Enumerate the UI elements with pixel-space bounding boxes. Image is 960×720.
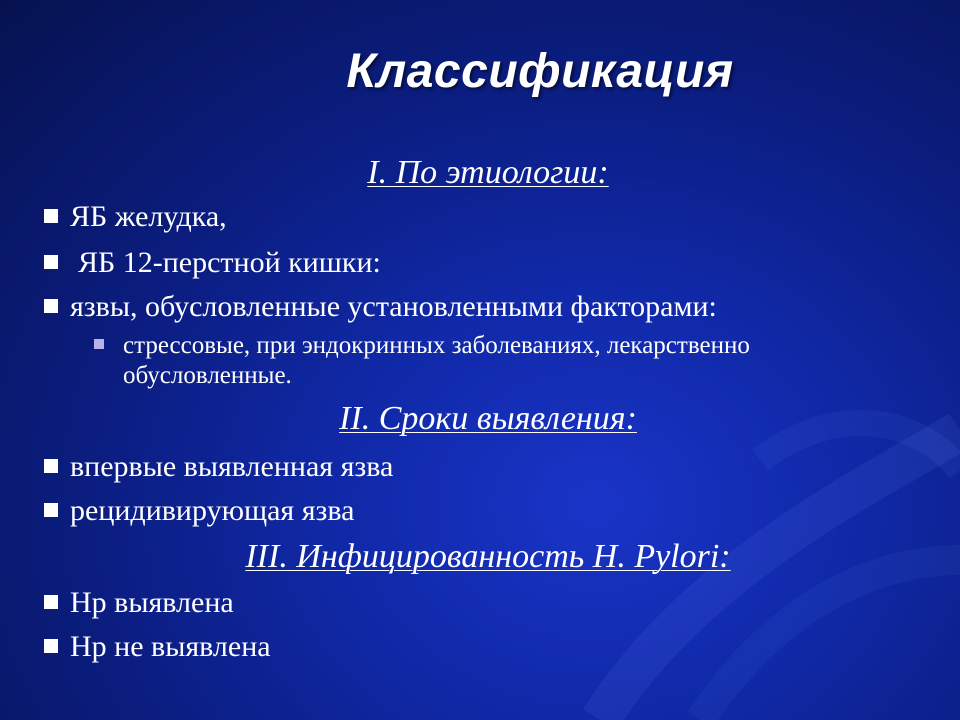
square-bullet-icon [44, 209, 58, 223]
list-item-text: ЯБ 12-перстной кишки: [78, 246, 381, 279]
square-bullet-icon [44, 459, 58, 473]
square-bullet-icon [44, 503, 58, 517]
square-bullet-icon [44, 595, 58, 609]
list-item-text: Hp не выявлена [70, 630, 271, 663]
list-item [44, 630, 271, 664]
list-item [44, 494, 354, 528]
section-heading-detection-timing: II. Сроки выявления: [339, 400, 637, 437]
list-item-text: язвы, обусловленные установленными факторами: [70, 290, 717, 323]
section-heading-h-pylori: III. Инфицированность H. Pylori: [245, 538, 731, 575]
list-item [44, 586, 234, 620]
sub-list-item [94, 331, 914, 391]
list-item [44, 450, 393, 484]
list-item-text: ЯБ желудка, [70, 200, 227, 233]
small-square-bullet-icon [94, 339, 104, 349]
square-bullet-icon [44, 299, 58, 313]
list-item [44, 246, 381, 280]
sub-list-item-text: стрессовые, при эндокринных заболеваниях, лекарственно обусловленные. [123, 332, 750, 389]
square-bullet-icon [44, 639, 58, 653]
list-item-text: Hp выявлена [70, 586, 234, 619]
slide-title: Классификация [346, 45, 734, 98]
list-item [44, 200, 227, 234]
list-item [44, 290, 717, 324]
list-item-text: впервые выявленная язва [70, 450, 394, 483]
square-bullet-icon [44, 255, 58, 269]
list-item-text: рецидивирующая язва [70, 494, 355, 527]
section-heading-etiology: I. По этиологии: [367, 154, 609, 191]
